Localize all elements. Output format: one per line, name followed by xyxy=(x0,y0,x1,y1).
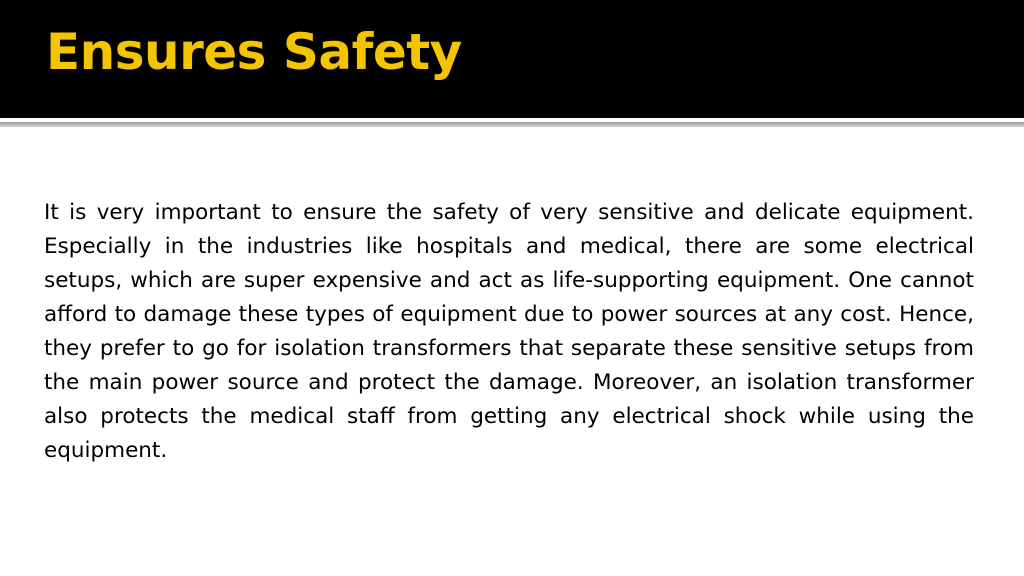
slide-title: Ensures Safety xyxy=(46,23,462,81)
body-paragraph: It is very important to ensure the safety of very sensitive and delicate equipment. Especially in the industries like hospitals and medical, there are some electrical setups, which are super expensive and act as life-supporting equipment. One cannot afford to damage these types of equipment due to power sources at any cost. Hence, they prefer to go for isolation transformers that separate these sensitive setups from the main power source and protect the damage. Moreover, an isolation transformer also protects the medical staff from getting any electrical shock while using the equipment. xyxy=(44,200,974,463)
divider-line xyxy=(0,122,1024,127)
title-bar xyxy=(0,0,1024,118)
